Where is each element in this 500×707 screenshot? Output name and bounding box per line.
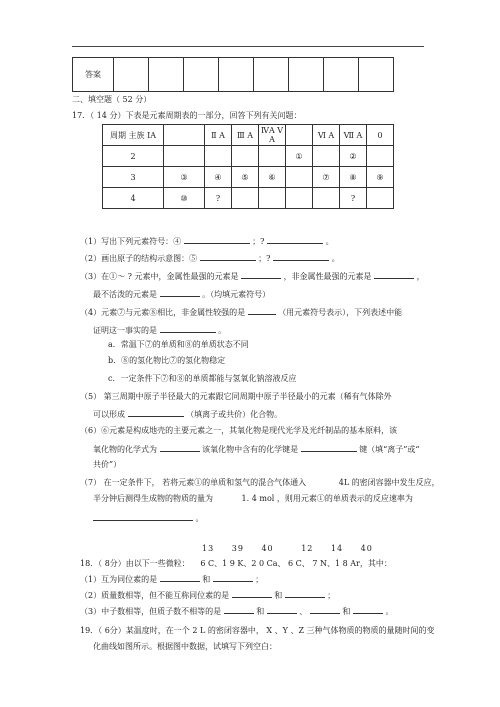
option-b: b．⑧的氢化物比⑦的氢化物稳定 — [108, 356, 226, 365]
periodic-table — [102, 124, 394, 209]
answer-blank[interactable] — [374, 270, 414, 279]
answer-blank[interactable] — [224, 605, 254, 614]
q18-mass-numbers: 13 39 40 12 14 40 — [202, 544, 373, 553]
q17-part5-cont: 可以形成 （填离子或共价）化合物。 — [93, 410, 283, 419]
option-c: c．一定条件下⑦和⑧的单质都能与氢氧化钠溶液反应 — [108, 374, 297, 383]
answer-blank[interactable] — [267, 605, 297, 614]
q17-part2: （2）画出原子的结构示意图：⑤ ；? 。 — [80, 254, 340, 263]
answer-cell[interactable] — [114, 58, 149, 92]
top-rule — [72, 46, 424, 47]
q17-part7: （7） 在一定条件下， 若将元素①的单质和氢气的混合气体通入 4L 的密闭容器中发生反应， — [80, 478, 440, 487]
table-row: 3 ③ ④ ⑤ ⑥ ⑦ ⑧ ⑨ — [103, 167, 394, 188]
q18-heading: 18．（ 8分）由以下一些微粒： 6 C、1 9 K、2 0 Ca、 6 C、 7 N、1 8 Ar，其中： — [80, 559, 392, 568]
q17-part3: （3）在①～ ? 元素中，金属性最强的元素是 ，非金属性最强的元素是 ， — [80, 272, 425, 281]
q17-part4: （4）元素⑦与元素⑧相比，非金属性较强的是 （用元素符号表示），下列表述中能 — [80, 308, 403, 317]
q17-part7-end: 。 — [93, 512, 204, 524]
answer-blank[interactable] — [160, 324, 216, 333]
answer-cell[interactable] — [219, 58, 254, 92]
answer-blank[interactable] — [273, 252, 329, 261]
q17-part6-cont: 氧化物的化学式为 该氧化物中含有的化学键是 键（填“离子”或“ — [93, 445, 420, 454]
answer-blank[interactable] — [267, 235, 323, 244]
answer-label: 答案 — [73, 58, 114, 92]
answer-blank[interactable] — [160, 443, 200, 452]
q17-part3-cont: 最不活泼的元素是 。（均填元素符号） — [93, 290, 271, 299]
answer-blank[interactable] — [232, 589, 272, 598]
table-header-row: 周期 主族 IA Ⅱ A Ⅲ A ⅣA Ⅴ A Ⅵ A Ⅶ A 0 — [103, 125, 394, 146]
q17-heading: 17．（ 14 分）下表是元素周期表的一部分，回答下列有关问题： — [72, 111, 302, 120]
answer-blank[interactable] — [285, 589, 325, 598]
section-title: 二、填空题（ 52 分） — [72, 95, 152, 104]
answer-blank[interactable] — [160, 573, 200, 582]
answer-cell[interactable] — [254, 58, 289, 92]
q17-part6: （6）⑥元素是构成地壳的主要元素之一，其氧化物是现代光学及光纤制品的基本原料，该 — [80, 426, 398, 435]
answer-blank[interactable] — [353, 605, 383, 614]
answer-blank[interactable] — [310, 605, 340, 614]
answer-blank[interactable] — [184, 235, 250, 244]
option-a: a．常温下⑦的单质和⑧的单质状态不同 — [108, 340, 249, 349]
answer-blank[interactable] — [128, 408, 184, 417]
q18-part2: （2）质量数相等，但不能互称同位素的是 和 ； — [80, 591, 336, 600]
q19-line1: 19．（ 6分）某温度时，在一个 2 L 的密闭容器中， X 、Y 、Z 三种气体物质的物质的量随时间的变 — [80, 626, 435, 635]
answer-blank[interactable] — [248, 306, 276, 315]
q17-part5: （5） 第三周期中原子半径最大的元素跟它同周期中原子半径最小的元素（稀有气体除外 — [80, 392, 392, 401]
answer-table — [72, 57, 394, 92]
table-row: 2 ① ② — [103, 146, 394, 167]
answer-blank[interactable] — [241, 270, 281, 279]
answer-blank[interactable] — [93, 512, 193, 521]
answer-blank[interactable] — [200, 252, 256, 261]
q17-part7-cont: 半分钟后测得生成物的物质的量为 1. 4 mol ，则用元素①的单质表示的反应速率为 — [93, 494, 413, 503]
answer-cell[interactable] — [359, 58, 394, 92]
answer-blank[interactable] — [301, 443, 357, 452]
answer-cell[interactable] — [289, 58, 324, 92]
q17-part1: （1）写出下列元素符号：④ ；? 。 — [80, 237, 334, 246]
q18-part3: （3）中子数相等，但质子数不相等的是 和 、 和 。 — [80, 607, 394, 616]
answer-cell[interactable] — [149, 58, 184, 92]
answer-blank[interactable] — [213, 573, 253, 582]
q17-part4-cont: 证明这一事实的是 。 — [93, 326, 227, 335]
answer-blank[interactable] — [160, 288, 200, 297]
table-row: 4 ⑩ ? ? — [103, 188, 394, 209]
q19-line2: 化曲线如图所示。根据图中数据，试填写下列空白： — [93, 642, 277, 651]
q18-part1: （1）互为同位素的是 和 ； — [80, 575, 264, 584]
q17-part6-end: 共价”） — [93, 460, 122, 469]
answer-cell[interactable] — [324, 58, 359, 92]
answer-cell[interactable] — [184, 58, 219, 92]
